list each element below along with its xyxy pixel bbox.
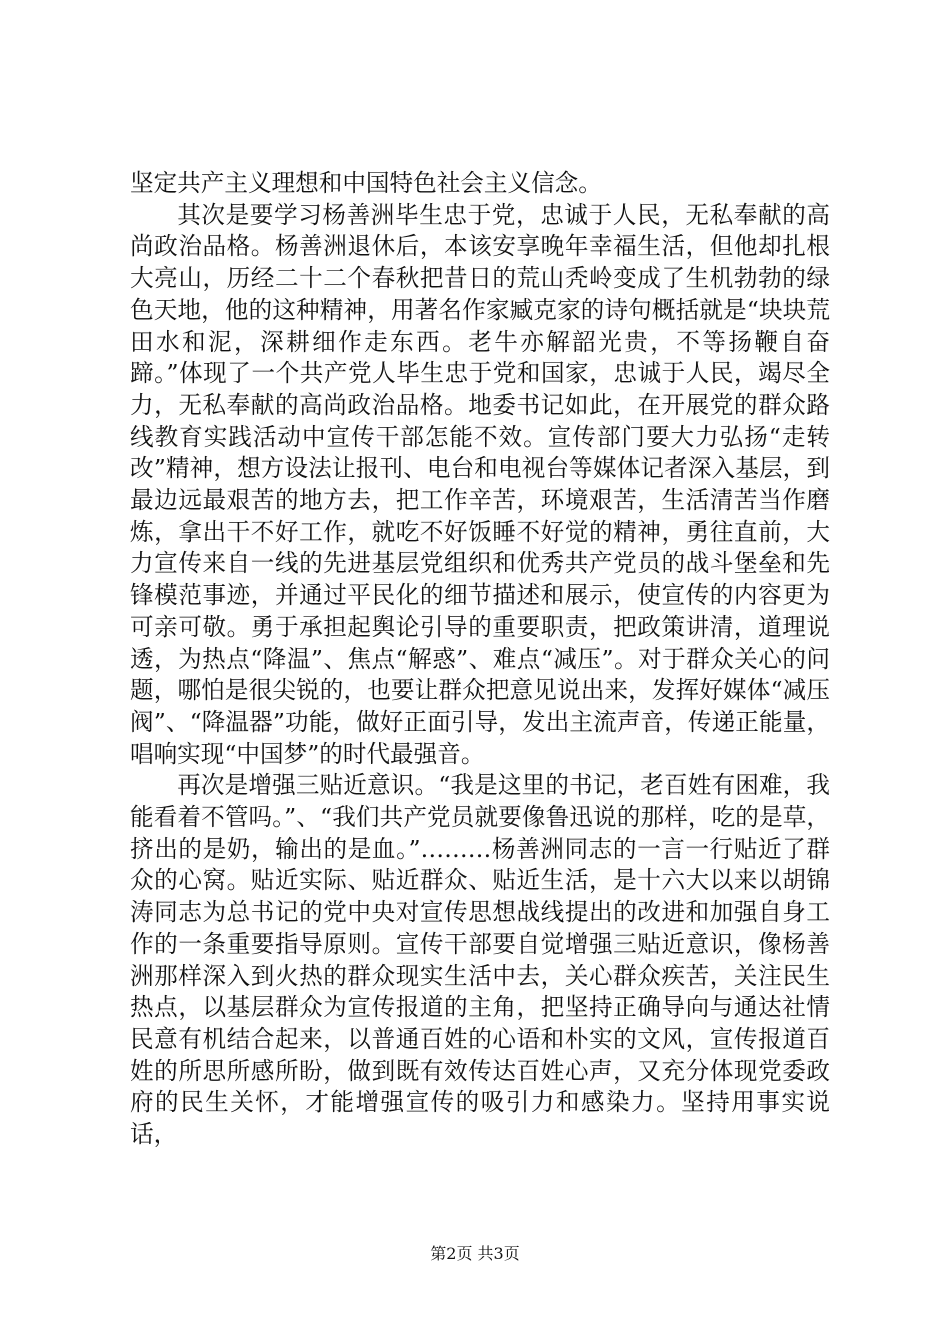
document-body xyxy=(130,168,830,1151)
paragraph-continuation: 坚定共产主义理想和中国特色社会主义信念。 xyxy=(130,169,602,197)
paragraph-three-closeness: 再次是增强三贴近意识。“我是这里的书记，老百姓有困难，我能看着不管吗。”、“我们共产党员就要像鲁迅说的那样，吃的是草，挤出的是奶，输出的是血。”………杨善洲同志的一言一行贴近了群众的心窝。贴近实际、贴近群众、贴近生活，是十六大以来以胡锦涛同志为总书记的党中央对宣传思想战线提出的改进和加强自身工作的一条重要指导原则。宣传干部要自觉增强三贴近意识，像杨善洲那样深入到火热的群众现实生活中去，关心群众疾苦，关注民生热点，以基层群众为宣传报道的主角，把坚持正确导向与通达社情民意有机结合起来，以普通百姓的心语和朴实的文风，宣传报道百姓的所思所感所盼，做到既有效传达百姓心声，又充分体现党委政府的民生关怀，才能增强宣传的吸引力和感染力。坚持用事实说话， xyxy=(130,771,830,1149)
paragraph-political-character: 其次是要学习杨善洲毕生忠于党，忠诚于人民，无私奉献的高尚政治品格。杨善洲退休后，本该安享晚年幸福生活，但他却扎根大亮山，历经二十二个春秋把昔日的荒山秃岭变成了生机勃勃的绿色天地，他的这种精神，用著名作家臧克家的诗句概括就是“块块荒田水和泥，深耕细作走东西。老牛亦解韶光贵，不等扬鞭自奋蹄。”体现了一个共产党人毕生忠于党和国家，忠诚于人民，竭尽全力，无私奉献的高尚政治品格。地委书记如此，在开展党的群众路线教育实践活动中宣传干部怎能不效。宣传部门要大力弘扬“走转改”精神，想方设法让报刊、电台和电视台等媒体记者深入基层，到最边远最艰苦的地方去，把工作辛苦，环境艰苦，生活清苦当作磨炼，拿出干不好工作，就吃不好饭睡不好觉的精神，勇往直前，大力宣传来自一线的先进基层党组织和优秀共产党员的战斗堡垒和先锋模范事迹，并通过平民化的细节描述和展示，使宣传的内容更为可亲可敬。勇于承担起舆论引导的重要职责，把政策讲清，道理说透，为热点“降温”、焦点“解惑”、难点“减压”。对于群众关心的问题，哪怕是很尖锐的，也要让群众把意见说出来，发挥好媒体“减压阀”、“降温器”功能，做好正面引导，发出主流声音，传递正能量，唱响实现“中国梦”的时代最强音。 xyxy=(130,200,830,768)
page-number-footer: 第2页 共3页 xyxy=(430,1244,520,1263)
